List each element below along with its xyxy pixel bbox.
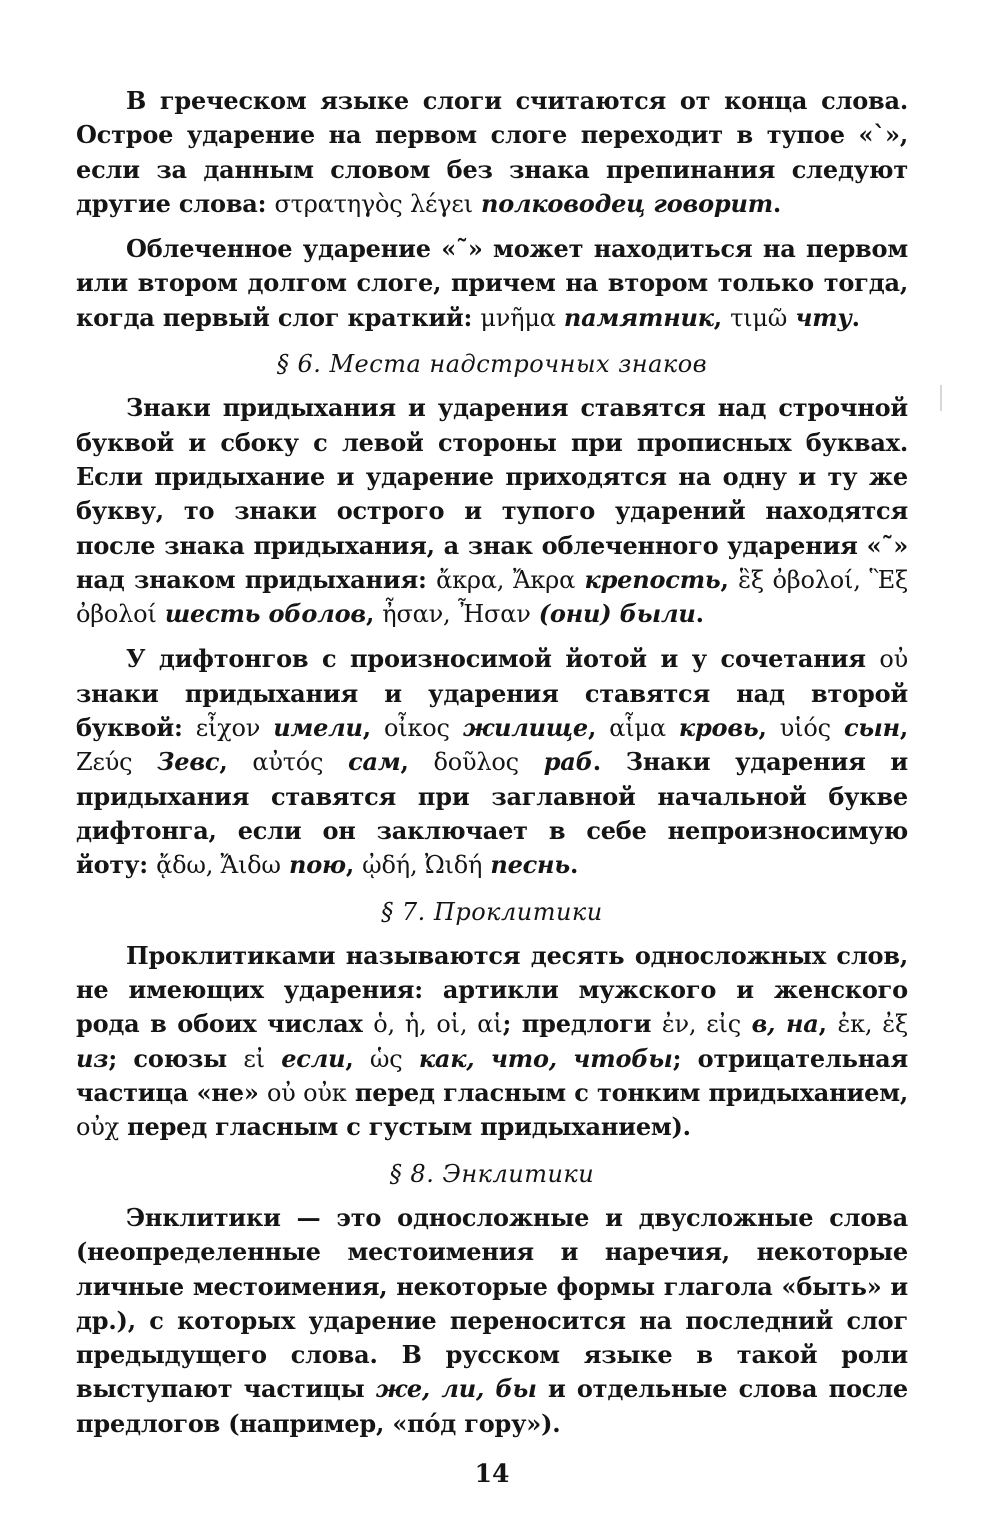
paragraph-enclitics: Энклитики — это односложные и двусложные слова (неопределенные местоимения и наречия, некоторые личные местоимения, некоторые формы глагола «быть» и др.), с которых ударение переносится на последний слог предыдущего слова. В русском языке в такой роли выступают частицы же, ли, бы и отдельные слова после предлогов (например, «по́д гору»).: [76, 1202, 908, 1438]
paragraph-superscript-marks: Знаки придыхания и ударения ставятся над строчной буквой и сбоку с левой стороны при прописных буквах. Если придыхание и ударение приходятся на одну и ту же букву, то знаки острого и тупого ударений находятся после знака придыхания, а знак облеченного ударения «῀» над знаком придыхания: ἄκρα, Ἄκρα крепость, ἓξ ὀβολοί, Ἓξ ὀβολοί шесть оболов, ἦσαν, Ἦσαν (они) были.: [76, 393, 908, 629]
section-heading-7: § 7. Проклитики: [381, 897, 603, 926]
paragraph-proclitics: Проклитиками называются десять односложных слов, не имеющих ударения: артикли мужского и женского рода в обоих числах ὁ, ἡ, οἱ, αἱ; предлоги ἐν, εἰς в, на, ἐκ, ἐξ из; союзы εἰ если, ὡς как, что, чтобы; отрицательная частица «не» οὐ οὐκ перед гласным с тонким придыханием, οὐχ перед гласным с густым придыханием).: [76, 940, 908, 1142]
section-heading-6: § 6. Места надстрочных знаков: [276, 350, 708, 379]
paragraph-diphthongs: У дифтонгов с произносимой йотой и у сочетания οὐ знаки придыхания и ударения ставятся над второй буквой: εἶχον имели, οἶκος жилище, αἷμα кровь, υἱός сын, Ζεύς Зевс, αὐτός сам, δοῦλος раб. Знаки ударения и придыхания ставятся при заглавной начальной букве дифтонга, если он заключает в себе непроизносимую йоту: ᾄδω, Ἄιδω пою, ᾠδή, Ὠιδή песнь.: [76, 644, 909, 880]
section-heading-8: § 8. Энклитики: [389, 1159, 595, 1188]
page-number: 14: [474, 1458, 510, 1488]
paragraph-circumflex: Облеченное ударение «῀» может находиться на первом или втором долгом слоге, причем на втором только тогда, когда первый слог краткий: μνῆμα памятник, τιμῶ чту.: [76, 234, 908, 332]
margin-mark: [940, 385, 942, 411]
paragraph-syllables-acute: В греческом языке слоги считаются от конца слова. Острое ударение на первом слоге переходит в тупое «`», если за данным словом без знака препинания следуют другие слова: στρατηγὸς λέγει полководец говорит.: [76, 86, 908, 218]
